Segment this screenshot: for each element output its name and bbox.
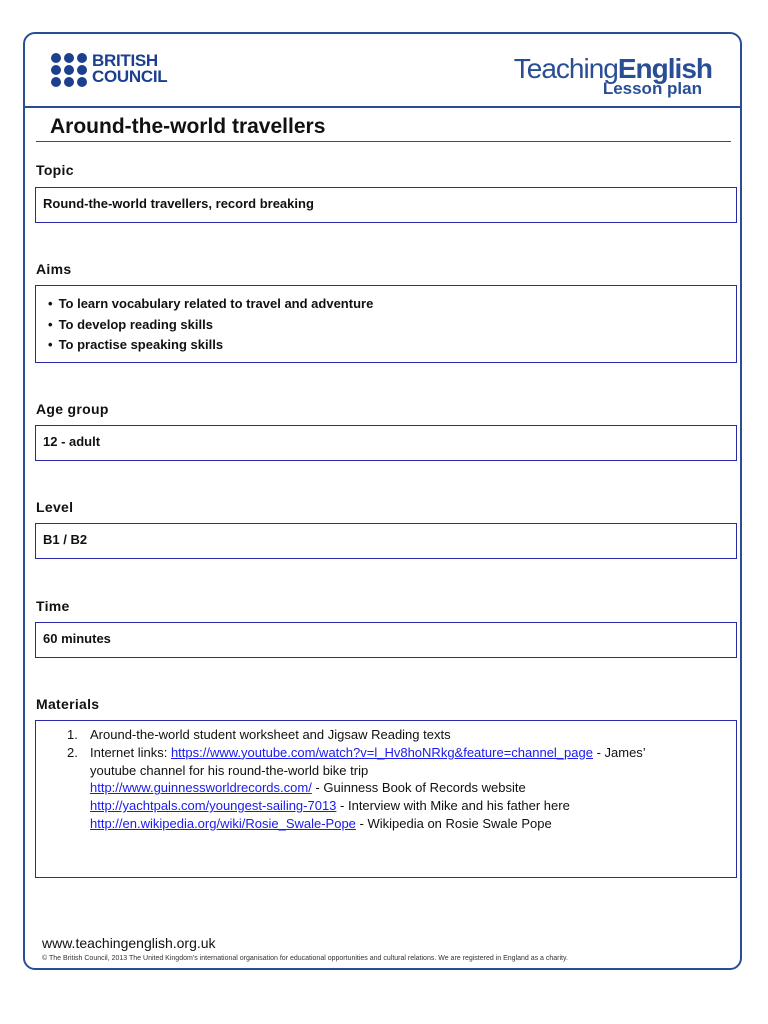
- level-value: B1 / B2: [43, 532, 88, 547]
- list-number: 1.: [67, 727, 78, 742]
- youtube-link[interactable]: https://www.youtube.com/watch?v=l_Hv8hoNRkg&feature=channel_page: [170, 744, 593, 760]
- level-box: [35, 523, 737, 559]
- materials-list: [36, 726, 736, 833]
- internet-links-prefix: Internet links:: [90, 744, 171, 760]
- aims-box: [35, 285, 737, 363]
- materials-item-text: Around-the-world student worksheet and Jigsaw Reading texts: [90, 727, 451, 742]
- brand-subtitle: Lesson plan: [602, 79, 702, 98]
- list-item: [36, 744, 736, 833]
- list-item: [36, 726, 736, 744]
- footer-url[interactable]: www.teachingenglish.org.uk: [42, 935, 216, 951]
- teaching-english-brand: [513, 53, 712, 98]
- footer-copyright: © The British Council, 2013 The United Kingdom’s international organisation for educational opportunities and cultural relations. We are registered in England as a charity.: [42, 955, 568, 962]
- aims-item: • To learn vocabulary related to travel and adventure: [48, 294, 373, 315]
- topic-value: Round-the-world travellers, record breaking: [43, 196, 314, 211]
- logo-line-2: COUNCIL: [92, 67, 168, 86]
- guinness-link[interactable]: http://www.guinnessworldrecords.com/: [90, 780, 312, 796]
- brand-teaching: Teaching: [513, 53, 618, 84]
- aims-item: • To practise speaking skills: [48, 335, 373, 356]
- wikipedia-link-desc: - Wikipedia on Rosie Swale Pope: [355, 815, 552, 831]
- yachtpals-link-desc: - Interview with Mike and his father here: [336, 798, 570, 814]
- page-title: Around-the-world travellers: [50, 115, 326, 138]
- logo-dots-icon: [51, 53, 89, 87]
- british-council-logo: [51, 53, 181, 87]
- topic-box: [35, 187, 737, 223]
- aims-item: • To develop reading skills: [48, 315, 373, 336]
- time-box: [35, 622, 737, 658]
- time-value: 60 minutes: [43, 631, 111, 646]
- time-label: Time: [36, 598, 70, 614]
- materials-label: Materials: [36, 696, 100, 712]
- logo-wordmark: [92, 53, 167, 85]
- age-group-label: Age group: [36, 401, 109, 417]
- list-number: 2.: [67, 744, 78, 760]
- materials-box: [35, 720, 737, 878]
- youtube-link-desc: - James’: [592, 744, 646, 760]
- aims-label: Aims: [36, 261, 72, 277]
- level-label: Level: [36, 499, 74, 515]
- guinness-link-desc: - Guinness Book of Records website: [311, 780, 526, 796]
- logo-line-1: BRITISH: [92, 51, 158, 70]
- wikipedia-link[interactable]: http://en.wikipedia.org/wiki/Rosie_Swale-Pope: [90, 815, 356, 831]
- header-divider: [24, 106, 741, 108]
- aims-list: [48, 294, 373, 356]
- age-group-value: 12 - adult: [43, 434, 101, 449]
- brand-english: English: [617, 53, 712, 84]
- yachtpals-link[interactable]: http://yachtpals.com/youngest-sailing-7013: [90, 798, 337, 814]
- topic-label: Topic: [36, 162, 74, 178]
- youtube-link-desc-cont: youtube channel for his round-the-world bike trip: [90, 762, 369, 778]
- title-underline: [36, 141, 731, 142]
- age-group-box: [35, 425, 737, 461]
